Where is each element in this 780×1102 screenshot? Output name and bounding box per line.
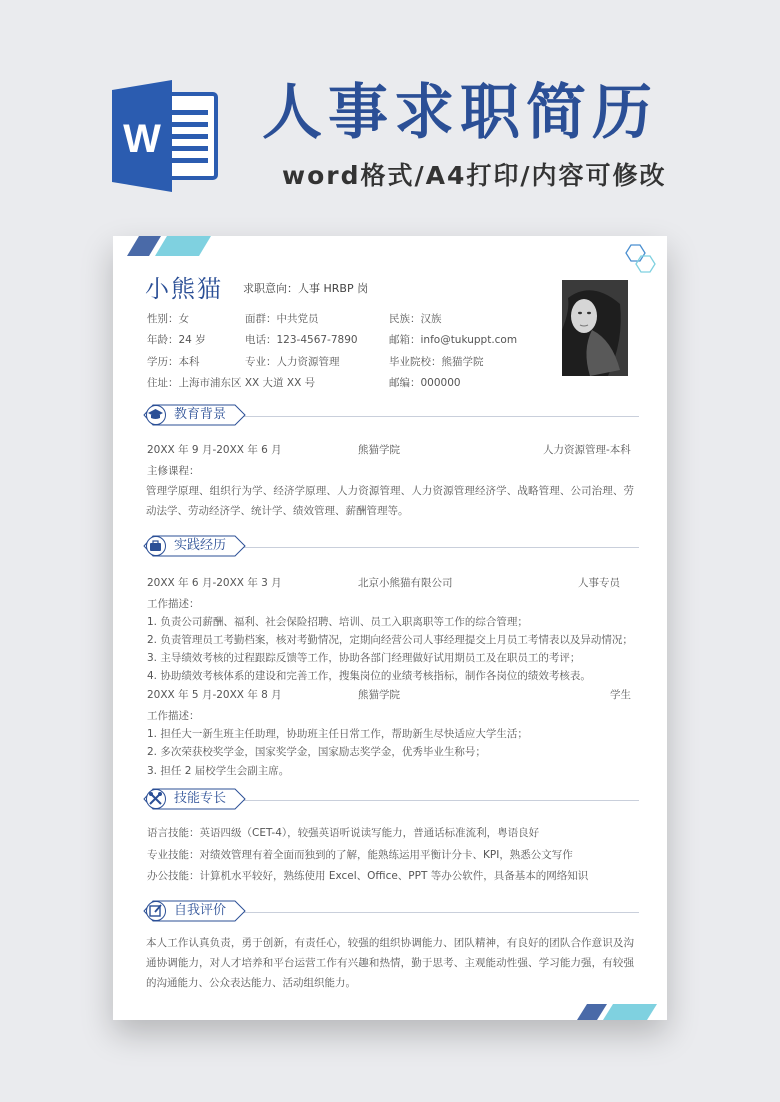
info-age: 年龄：24 岁: [147, 334, 206, 346]
section-skills: [143, 788, 639, 810]
info-school: 毕业院校：熊猫学院: [389, 356, 484, 368]
section-self-eval: [143, 900, 639, 922]
info-politics: 面群：中共党员: [245, 313, 319, 325]
self-eval-text: 本人工作认真负责，勇于创新，有责任心，较强的组织协调能力、团队精神，有良好的团队合作意识及沟通协调能力，对人才培养和平台运营工作有兴趣和热情，勤于思考、主观能动性强、学习能力强，有较强的沟通能力、公众表达能力、活动组织能力。: [146, 937, 634, 989]
word-logo-icon: [112, 80, 222, 192]
section-title-self-eval: 自我评价: [174, 903, 227, 918]
job1-item: 3. 主导绩效考核的过程跟踪反馈等工作，协助各部门经理做好试用期员工及在职员工的考评；: [147, 652, 581, 664]
job1-org: 北京小熊猫有限公司: [358, 577, 453, 589]
job1-desc-label: 工作描述：: [147, 598, 200, 610]
section-title-skills: 技能专长: [174, 791, 227, 806]
info-education: 学历：本科: [147, 356, 200, 368]
profile-photo: [562, 280, 628, 376]
graduation-cap-icon: [146, 405, 166, 425]
edu-degree: 人力资源管理-本科: [543, 444, 631, 456]
job1-period: 20XX 年 6 月-20XX 年 3 月: [147, 577, 282, 589]
section-title-education: 教育背景: [174, 407, 227, 422]
section-title-experience: 实践经历: [174, 538, 227, 553]
job1-role: 人事专员: [578, 577, 620, 589]
corner-stripes-bottom: [577, 1004, 657, 1020]
info-postcode: 邮编：000000: [389, 377, 461, 389]
candidate-name: 小熊猫: [145, 275, 223, 303]
corner-stripes-top: [127, 236, 217, 256]
job-intent: 求职意向：人事 HRBP 岗: [243, 282, 369, 295]
job1-item: 4. 协助绩效考核体系的建设和完善工作，搜集岗位的业绩考核指标，制作各岗位的绩效考核表。: [147, 670, 591, 682]
skill-item-office: 办公技能：计算机水平较好，熟练使用 Excel、Office、PPT 等办公软件，具备基本的网络知识: [147, 870, 589, 882]
job2-item: 1. 担任大一新生班主任助理，协助班主任日常工作，帮助新生尽快适应大学生活；: [147, 728, 528, 740]
edu-period: 20XX 年 9 月-20XX 年 6 月: [147, 444, 282, 456]
job2-desc-label: 工作描述：: [147, 710, 200, 722]
info-email: 邮箱：info@tukuppt.com: [389, 334, 518, 346]
job2-role: 学生: [610, 689, 631, 701]
svg-text:W: W: [123, 117, 161, 161]
banner: [0, 0, 780, 215]
tools-icon: [146, 789, 166, 809]
job2-org: 熊猫学院: [358, 689, 400, 701]
briefcase-icon: [146, 536, 166, 556]
hexagon-icon: [619, 242, 659, 282]
banner-subtitle: word格式/A4打印/内容可修改: [282, 161, 667, 190]
job2-item: 2. 多次荣获校奖学金，国家奖学金，国家励志奖学金，优秀毕业生称号；: [147, 746, 486, 758]
resume-page: [113, 236, 667, 1020]
edit-icon: [146, 901, 166, 921]
edu-courses: 管理学原理、组织行为学、经济学原理、人力资源管理、人力资源管理经济学、战略管理、公司治理、劳动法学、劳动经济学、统计学、绩效管理、薪酬管理等。: [146, 485, 634, 517]
info-address: 住址：上海市浦东区 XX 大道 XX 号: [147, 377, 316, 389]
info-phone: 电话：123-4567-7890: [245, 334, 358, 346]
job2-period: 20XX 年 5 月-20XX 年 8 月: [147, 689, 282, 701]
banner-title: 人事求职简历: [262, 78, 658, 148]
edu-school: 熊猫学院: [358, 444, 400, 456]
job1-item: 2. 负责管理员工考勤档案，核对考勤情况，定期向经营公司人事经理提交上月员工考情表以及异动情况；: [147, 634, 633, 646]
job2-item: 3. 担任 2 届校学生会副主席。: [147, 765, 290, 777]
info-ethnicity: 民族：汉族: [389, 313, 442, 325]
skill-item-language: 语言技能：英语四级（CET-4），较强英语听说读写能力，普通话标准流利，粤语良好: [147, 827, 540, 839]
info-major: 专业：人力资源管理: [245, 356, 340, 368]
info-gender: 性别：女: [147, 313, 189, 325]
job1-item: 1. 负责公司薪酬、福利、社会保险招聘、培训、员工入职离职等工作的综合管理；: [147, 616, 528, 628]
section-experience: [143, 535, 639, 557]
section-education: [143, 404, 639, 426]
skill-item-professional: 专业技能：对绩效管理有着全面而独到的了解，能熟练运用平衡计分卡、KPI，熟悉公文写作: [147, 849, 573, 861]
edu-courses-label: 主修课程：: [147, 465, 200, 477]
